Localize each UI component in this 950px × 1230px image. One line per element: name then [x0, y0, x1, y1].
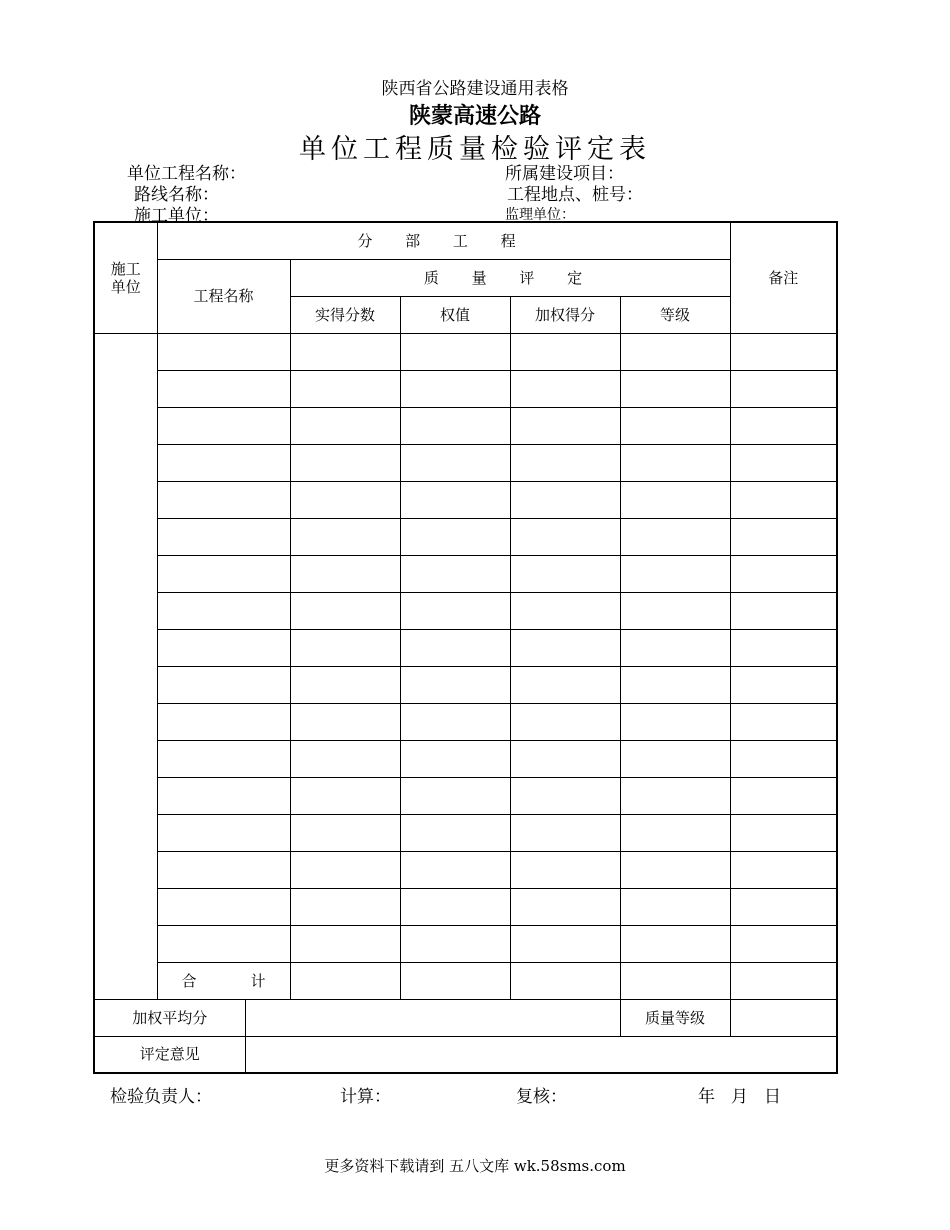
- weighted-score-cell[interactable]: [510, 629, 620, 666]
- weighted-average-value-cell[interactable]: [245, 999, 620, 1036]
- location-stake-label: 工程地点、桩号：: [507, 185, 643, 205]
- weight-cell[interactable]: [400, 888, 510, 925]
- score-cell[interactable]: [290, 407, 400, 444]
- weight-cell[interactable]: [400, 518, 510, 555]
- date-day-label: 日: [764, 1087, 781, 1107]
- score-cell[interactable]: [290, 481, 400, 518]
- remarks-cell[interactable]: [730, 666, 837, 703]
- date-month-label: 月: [731, 1087, 748, 1107]
- remarks-cell[interactable]: [730, 555, 837, 592]
- score-cell[interactable]: [290, 629, 400, 666]
- remarks-cell[interactable]: [730, 851, 837, 888]
- project-name-cell[interactable]: [157, 740, 290, 777]
- project-name-cell[interactable]: [157, 407, 290, 444]
- project-name-cell[interactable]: [157, 703, 290, 740]
- project-name-cell[interactable]: [157, 518, 290, 555]
- grade-cell[interactable]: [620, 444, 730, 481]
- table-row: [94, 629, 837, 666]
- column-header: [620, 296, 730, 333]
- project-name-cell[interactable]: [157, 777, 290, 814]
- project-name-cell[interactable]: [157, 851, 290, 888]
- weight-cell[interactable]: [400, 407, 510, 444]
- column-header: [290, 296, 400, 333]
- table-row: [94, 444, 837, 481]
- table-row: [94, 407, 837, 444]
- weighted-score-cell[interactable]: [510, 333, 620, 370]
- weight-cell[interactable]: [400, 481, 510, 518]
- project-name-cell[interactable]: [157, 444, 290, 481]
- column-header: [510, 296, 620, 333]
- score-cell[interactable]: [290, 703, 400, 740]
- project-name-cell[interactable]: [157, 629, 290, 666]
- grade-cell[interactable]: [620, 814, 730, 851]
- form-series-caption: 陕西省公路建设通用表格: [381, 79, 569, 99]
- weighted-score-cell[interactable]: [510, 740, 620, 777]
- grade-cell[interactable]: [620, 555, 730, 592]
- table-row: [94, 481, 837, 518]
- score-cell[interactable]: [290, 814, 400, 851]
- weight-cell[interactable]: [400, 777, 510, 814]
- evaluation-opinion-label: 评定意见: [139, 1045, 200, 1064]
- quality-grade-value-cell[interactable]: [730, 999, 837, 1036]
- table-row: [94, 555, 837, 592]
- download-note: 更多资料下载请到 五八文库 wk.58sms.com: [324, 1157, 626, 1175]
- remarks-cell[interactable]: [730, 888, 837, 925]
- weighted-average-label: 加权平均分: [132, 1008, 208, 1027]
- weight-cell[interactable]: [400, 592, 510, 629]
- weighted-score-cell[interactable]: [510, 666, 620, 703]
- score-cell[interactable]: [290, 777, 400, 814]
- score-header: 实得分数: [314, 305, 375, 324]
- project-name-header: 工程名称: [193, 287, 254, 305]
- quality-eval-header-cell: [290, 259, 730, 296]
- project-name-cell[interactable]: [157, 481, 290, 518]
- grade-cell[interactable]: [620, 851, 730, 888]
- weighted-score-cell[interactable]: [510, 444, 620, 481]
- grade-cell[interactable]: [620, 592, 730, 629]
- weighted-score-cell[interactable]: [510, 518, 620, 555]
- score-cell[interactable]: [290, 518, 400, 555]
- table-row: [94, 814, 837, 851]
- table-row: [94, 518, 837, 555]
- sum-weighted-cell[interactable]: [510, 962, 620, 999]
- weight-cell[interactable]: [400, 629, 510, 666]
- quality-grade-label: 质量等级: [644, 1008, 705, 1027]
- weight-cell[interactable]: [400, 666, 510, 703]
- score-cell[interactable]: [290, 925, 400, 962]
- remarks-cell[interactable]: [730, 333, 837, 370]
- score-cell[interactable]: [290, 888, 400, 925]
- score-cell[interactable]: [290, 740, 400, 777]
- remarks-header-cell: [730, 222, 837, 333]
- weighted-score-header: 加权得分: [534, 305, 595, 324]
- score-cell[interactable]: [290, 444, 400, 481]
- sum-remarks-cell[interactable]: [730, 962, 837, 999]
- project-name-cell[interactable]: [157, 925, 290, 962]
- inspector-label: 检验负责人：: [110, 1087, 212, 1107]
- weighted-score-cell[interactable]: [510, 555, 620, 592]
- weight-cell[interactable]: [400, 555, 510, 592]
- table-row: [94, 333, 837, 370]
- grade-cell[interactable]: [620, 481, 730, 518]
- remarks-cell[interactable]: [730, 629, 837, 666]
- sub-project-header: 分 部 工 程: [357, 231, 530, 250]
- remarks-cell[interactable]: [730, 407, 837, 444]
- evaluation-table: [93, 221, 838, 1074]
- table-row: [94, 703, 837, 740]
- quality-grade-label-cell: [620, 999, 730, 1036]
- date-year-label: 年: [698, 1087, 715, 1107]
- score-cell[interactable]: [290, 592, 400, 629]
- weighted-score-cell[interactable]: [510, 592, 620, 629]
- grade-cell[interactable]: [620, 925, 730, 962]
- project-name-cell[interactable]: [157, 333, 290, 370]
- weight-cell[interactable]: [400, 851, 510, 888]
- quality-eval-header: 质 量 评 定: [423, 268, 597, 287]
- grade-cell[interactable]: [620, 703, 730, 740]
- weighted-score-cell[interactable]: [510, 777, 620, 814]
- score-cell[interactable]: [290, 370, 400, 407]
- weight-cell[interactable]: [400, 703, 510, 740]
- weighted-score-cell[interactable]: [510, 851, 620, 888]
- form-title: 单位工程质量检验评定表: [299, 134, 651, 165]
- score-cell[interactable]: [290, 666, 400, 703]
- table-row: [94, 851, 837, 888]
- table-row: [94, 740, 837, 777]
- grade-cell[interactable]: [620, 370, 730, 407]
- remarks-header: 备注: [768, 268, 799, 287]
- supervisor-label: 监理单位：: [505, 207, 575, 223]
- evaluation-opinion-value-cell[interactable]: [245, 1036, 837, 1073]
- column-header: [400, 296, 510, 333]
- weighted-score-cell[interactable]: [510, 370, 620, 407]
- weighted-score-cell[interactable]: [510, 925, 620, 962]
- project-name-cell[interactable]: [157, 814, 290, 851]
- remarks-cell[interactable]: [730, 518, 837, 555]
- sum-grade-cell[interactable]: [620, 962, 730, 999]
- weight-cell[interactable]: [400, 925, 510, 962]
- remarks-cell[interactable]: [730, 740, 837, 777]
- review-label: 复核：: [516, 1087, 567, 1107]
- weight-cell[interactable]: [400, 444, 510, 481]
- project-name-cell[interactable]: [157, 592, 290, 629]
- score-cell[interactable]: [290, 333, 400, 370]
- remarks-cell[interactable]: [730, 925, 837, 962]
- grade-cell[interactable]: [620, 333, 730, 370]
- weight-cell[interactable]: [400, 370, 510, 407]
- table-row: [94, 925, 837, 962]
- grade-cell[interactable]: [620, 740, 730, 777]
- weighted-score-cell[interactable]: [510, 481, 620, 518]
- remarks-cell[interactable]: [730, 444, 837, 481]
- score-cell[interactable]: [290, 851, 400, 888]
- grade-header: 等级: [659, 305, 690, 324]
- table-row: [94, 888, 837, 925]
- project-name-cell[interactable]: [157, 370, 290, 407]
- remarks-cell[interactable]: [730, 814, 837, 851]
- parent-project-label: 所属建设项目：: [505, 164, 624, 184]
- weighted-score-cell[interactable]: [510, 703, 620, 740]
- weighted-average-label-cell: [94, 999, 245, 1036]
- road-name-title: 陕蒙高速公路: [408, 104, 541, 129]
- contractor-header: 施工单位: [110, 259, 141, 296]
- sum-label-left: 合: [181, 971, 197, 990]
- grade-cell[interactable]: [620, 666, 730, 703]
- project-name-cell[interactable]: [157, 888, 290, 925]
- sub-project-header-cell: [157, 222, 730, 259]
- contractor-label: 施工单位：: [134, 206, 219, 226]
- grade-cell[interactable]: [620, 518, 730, 555]
- project-name-header-cell: [157, 259, 290, 333]
- sum-label-cell: [157, 962, 290, 999]
- remarks-cell[interactable]: [730, 777, 837, 814]
- remarks-cell[interactable]: [730, 703, 837, 740]
- table-row: [94, 666, 837, 703]
- sum-score-cell[interactable]: [290, 962, 400, 999]
- table-row: [94, 370, 837, 407]
- weighted-score-cell[interactable]: [510, 814, 620, 851]
- unit-project-name-label: 单位工程名称：: [127, 164, 246, 184]
- remarks-cell[interactable]: [730, 481, 837, 518]
- grade-cell[interactable]: [620, 888, 730, 925]
- contractor-value-cell[interactable]: [94, 333, 157, 999]
- grade-cell[interactable]: [620, 629, 730, 666]
- table-row: [94, 777, 837, 814]
- grade-cell[interactable]: [620, 407, 730, 444]
- score-cell[interactable]: [290, 555, 400, 592]
- evaluation-opinion-label-cell: [94, 1036, 245, 1073]
- calculation-label: 计算：: [340, 1087, 391, 1107]
- weighted-score-cell[interactable]: [510, 407, 620, 444]
- route-name-label: 路线名称：: [134, 185, 219, 205]
- remarks-cell[interactable]: [730, 370, 837, 407]
- project-name-cell[interactable]: [157, 666, 290, 703]
- weight-cell[interactable]: [400, 814, 510, 851]
- weight-cell[interactable]: [400, 740, 510, 777]
- table-row: [94, 592, 837, 629]
- remarks-cell[interactable]: [730, 592, 837, 629]
- contractor-header-cell: [94, 222, 157, 333]
- grade-cell[interactable]: [620, 777, 730, 814]
- weight-cell[interactable]: [400, 333, 510, 370]
- weighted-score-cell[interactable]: [510, 888, 620, 925]
- sum-weight-cell[interactable]: [400, 962, 510, 999]
- project-name-cell[interactable]: [157, 555, 290, 592]
- sum-label-right: 计: [250, 971, 266, 990]
- weight-header: 权值: [439, 305, 470, 324]
